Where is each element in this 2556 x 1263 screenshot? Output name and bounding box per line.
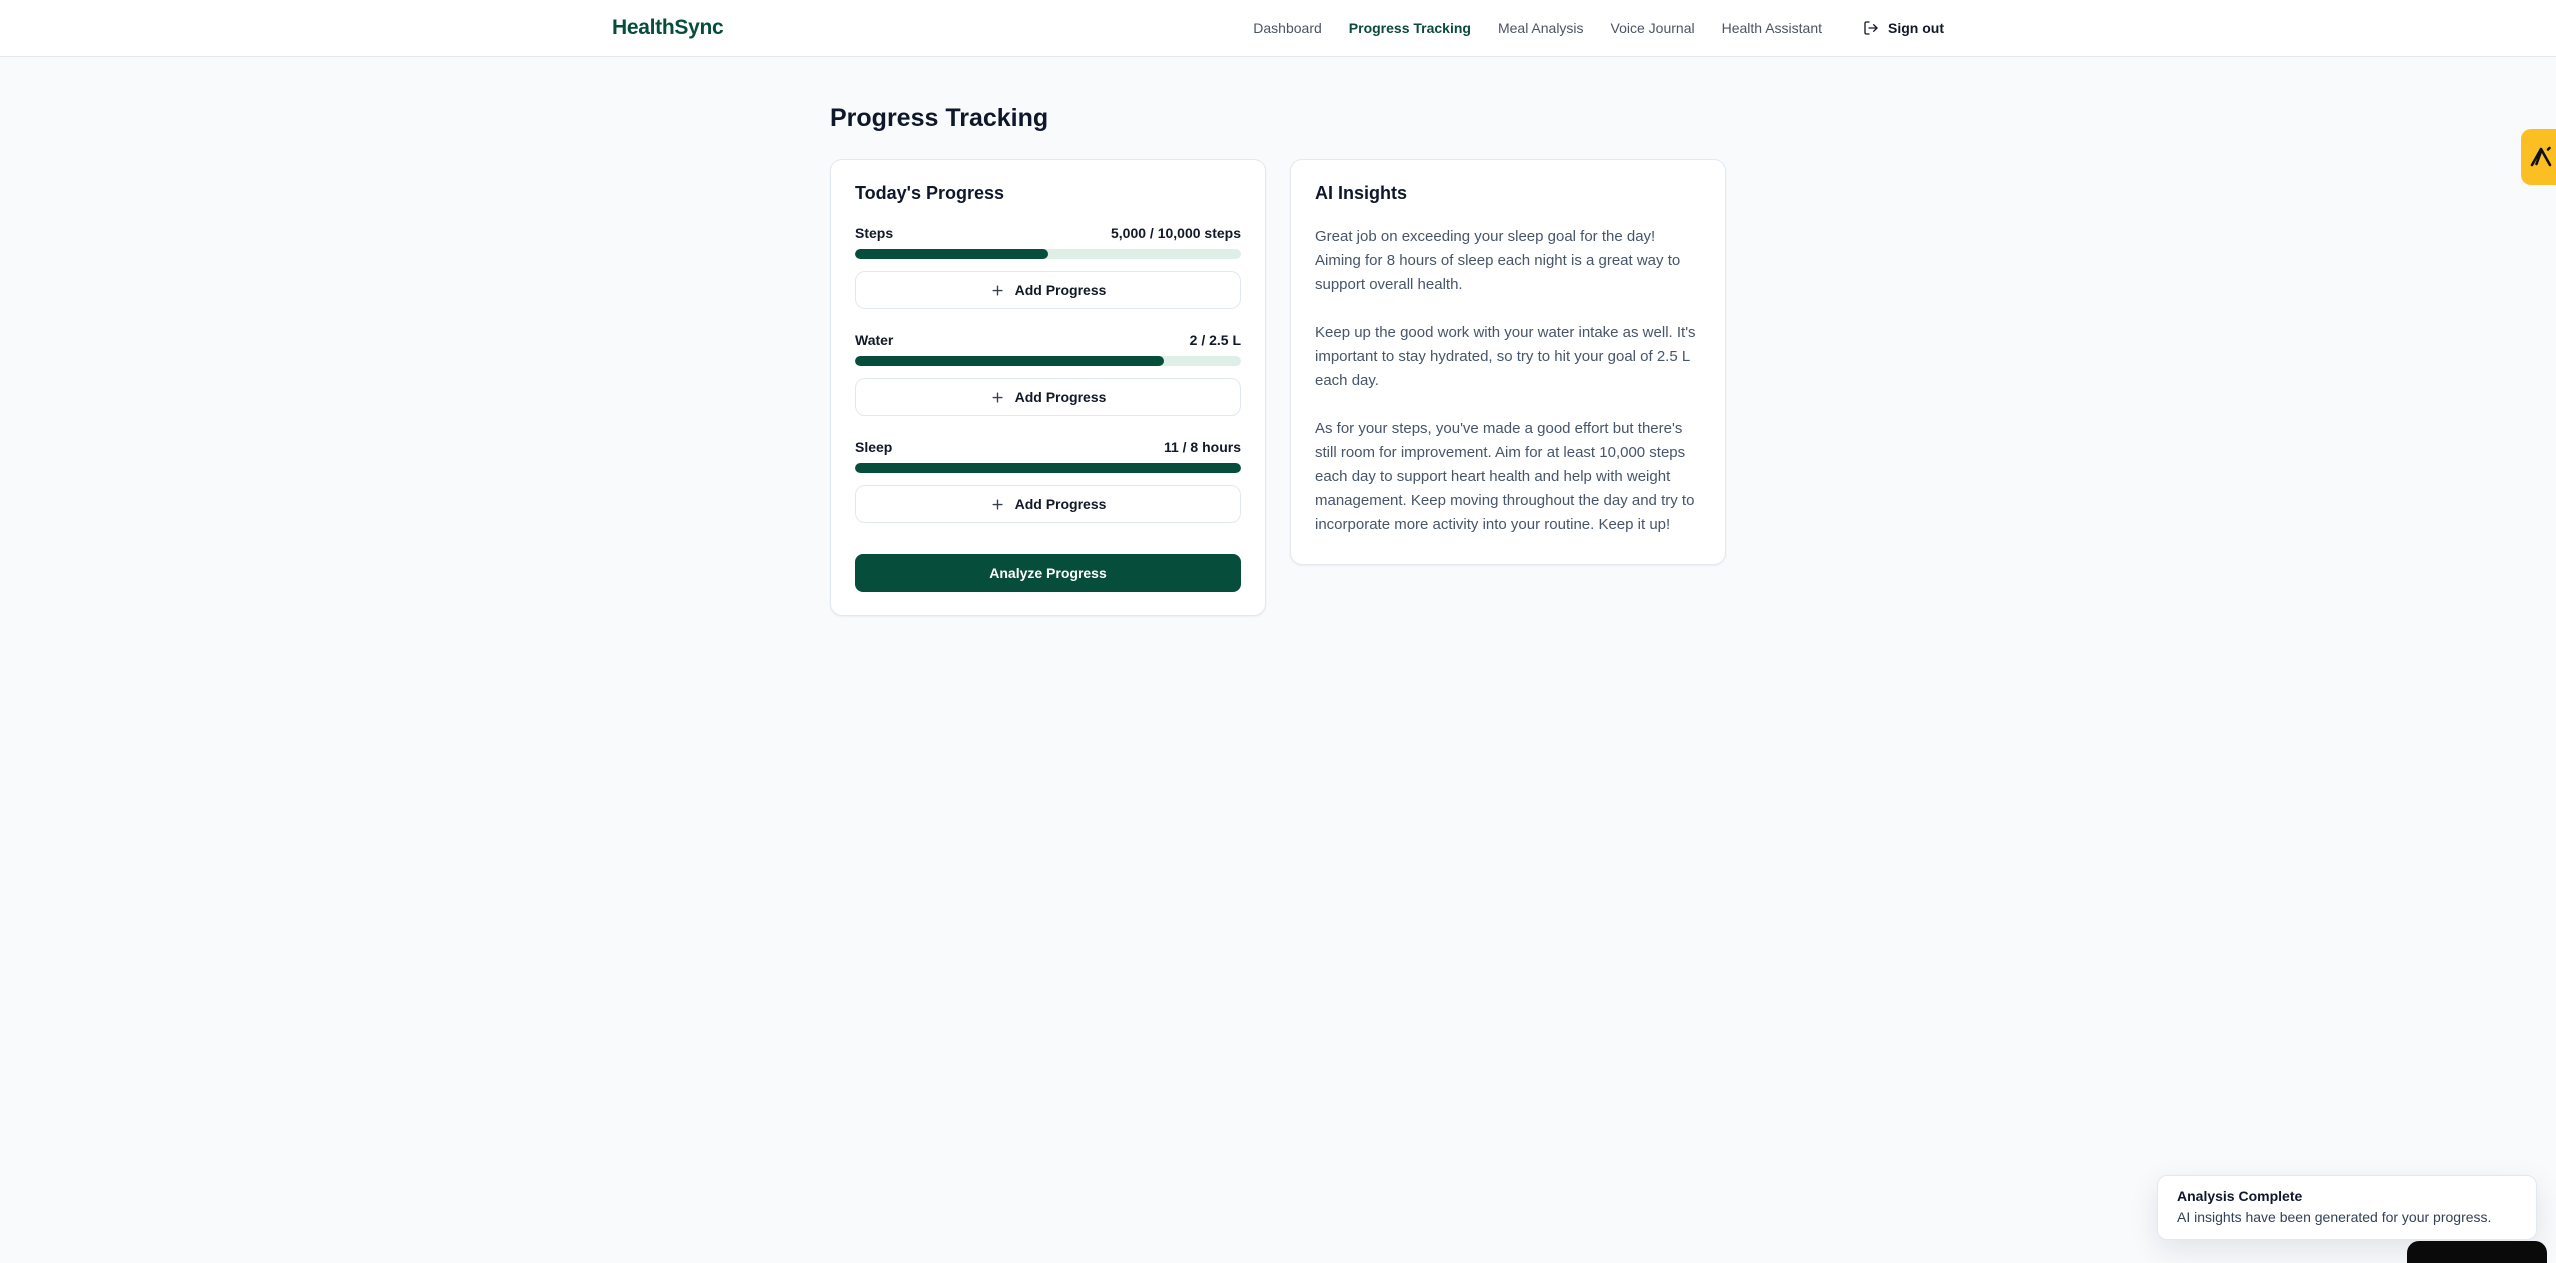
app-header [0, 0, 2556, 57]
metric-label: Steps [855, 225, 894, 241]
plus-icon [990, 390, 1005, 405]
progress-bar [855, 356, 1241, 366]
metric-header [855, 225, 1241, 241]
page-title: Progress Tracking [830, 104, 1049, 132]
sign-out-button[interactable] [1863, 20, 1944, 36]
cards-grid [830, 159, 1726, 616]
add-progress-label: Add Progress [1014, 282, 1107, 298]
nav-item-progress-tracking[interactable]: Progress Tracking [1348, 20, 1471, 36]
progress-bar-fill [855, 463, 1241, 473]
add-progress-label: Add Progress [1014, 389, 1107, 405]
logout-icon [1863, 20, 1879, 36]
add-progress-button[interactable] [855, 485, 1241, 523]
metric-block-sleep [855, 439, 1241, 523]
add-progress-button[interactable] [855, 271, 1241, 309]
bottom-corner-widget[interactable] [2407, 1241, 2547, 1263]
progress-bar-fill [855, 249, 1048, 259]
toast-title: Analysis Complete [2177, 1188, 2303, 1204]
metrics-list [855, 225, 1241, 523]
toast-message: AI insights have been generated for your progress. [2177, 1209, 2492, 1225]
plus-icon [990, 497, 1005, 512]
metric-value: 2 / 2.5 L [1189, 332, 1241, 348]
insights-card-title: AI Insights [1315, 183, 1408, 203]
progress-bar [855, 249, 1241, 259]
badge-logo-icon [2528, 144, 2554, 170]
primary-nav [1253, 20, 1944, 36]
add-progress-button[interactable] [855, 378, 1241, 416]
progress-bar-fill [855, 356, 1164, 366]
analyze-progress-button[interactable]: Analyze Progress [855, 554, 1241, 592]
main-content [830, 57, 1726, 616]
metric-value: 5,000 / 10,000 steps [1111, 225, 1241, 241]
progress-bar [855, 463, 1241, 473]
sign-out-label: Sign out [1888, 20, 1944, 36]
toast-notification[interactable] [2157, 1175, 2537, 1240]
progress-card-title: Today's Progress [855, 183, 1005, 203]
nav-item-voice-journal[interactable]: Voice Journal [1610, 20, 1695, 36]
nav-item-dashboard[interactable]: Dashboard [1253, 20, 1322, 36]
side-badge-button[interactable] [2521, 129, 2556, 185]
todays-progress-card [830, 159, 1266, 616]
metric-block-water [855, 332, 1241, 416]
add-progress-label: Add Progress [1014, 496, 1107, 512]
insight-paragraph: Great job on exceeding your sleep goal for the day! Aiming for 8 hours of sleep each night is a great way to support overall health. [1315, 228, 1681, 293]
metric-label: Sleep [855, 439, 893, 455]
insights-paragraphs [1315, 225, 1701, 537]
ai-insights-card [1290, 159, 1726, 565]
insight-paragraph: Keep up the good work with your water intake as well. It's important to stay hydrated, so try to hit your goal of 2.5 L each day. [1315, 324, 1696, 389]
metric-block-steps [855, 225, 1241, 309]
metric-value: 11 / 8 hours [1163, 439, 1241, 455]
insight-paragraph: As for your steps, you've made a good effort but there's still room for improvement. Aim for at least 10,000 steps each day to support heart health and help with weight management. Keep moving throughout the day and try to incorporate more activity into your routine. Keep it up! [1315, 420, 1695, 533]
plus-icon [990, 283, 1005, 298]
app-logo[interactable]: HealthSync [612, 16, 724, 39]
nav-item-health-assistant[interactable]: Health Assistant [1721, 20, 1822, 36]
metric-label: Water [855, 332, 894, 348]
nav-item-meal-analysis[interactable]: Meal Analysis [1497, 20, 1584, 36]
metric-header [855, 332, 1241, 348]
metric-header [855, 439, 1241, 455]
header-inner [612, 0, 1944, 56]
